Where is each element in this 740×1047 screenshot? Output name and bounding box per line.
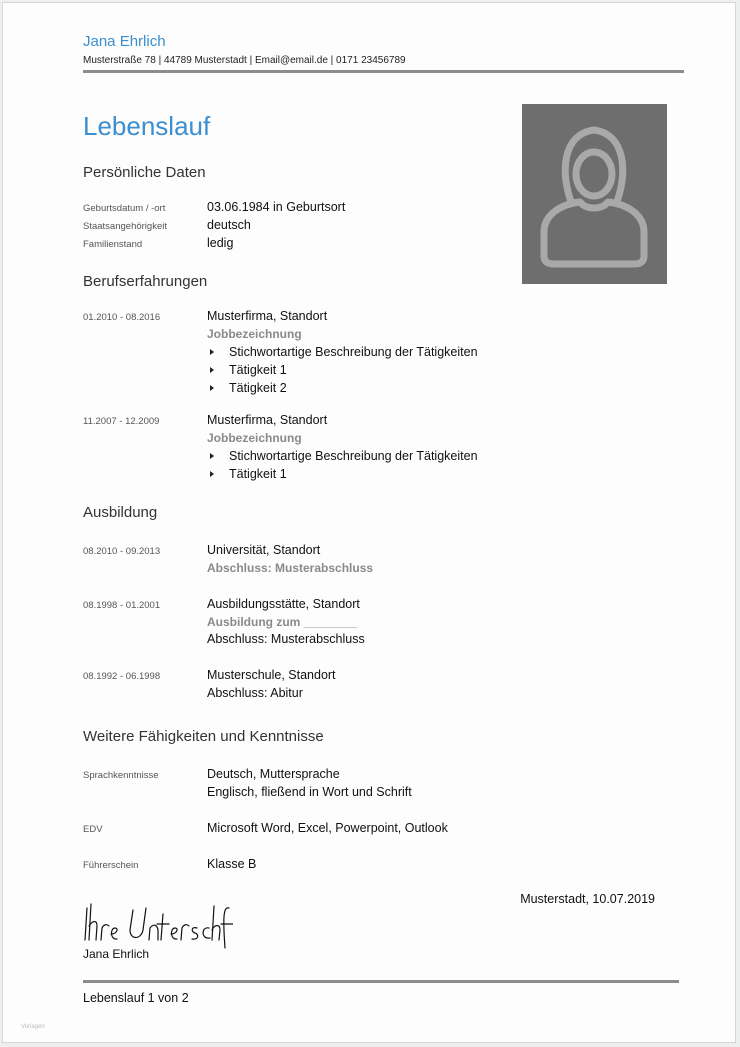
education-dates: 08.1992 - 06.1998 xyxy=(83,671,161,682)
experience-bullet: Stichwortartige Beschreibung der Tätigkeiten xyxy=(207,449,478,463)
label-birth: Geburtsdatum / -ort xyxy=(83,203,166,214)
label-marital-status: Familienstand xyxy=(83,239,143,250)
bullet-arrow-icon xyxy=(210,453,214,459)
education-institution: Musterschule, Standort xyxy=(207,668,336,682)
value-birth: 03.06.1984 in Geburtsort xyxy=(207,200,346,214)
experience-dates: 11.2007 - 12.2009 xyxy=(83,416,160,427)
experience-position: Jobbezeichnung xyxy=(207,327,302,341)
experience-company: Musterfirma, Standort xyxy=(207,413,328,427)
watermark: Vorlagen xyxy=(21,1024,45,1030)
label-languages: Sprachkenntnisse xyxy=(83,770,159,781)
education-dates: 08.2010 - 09.2013 xyxy=(83,546,161,557)
education-institution: Ausbildungsstätte, Standort xyxy=(207,597,360,611)
experience-bullet: Tätigkeit 1 xyxy=(207,467,287,481)
experience-dates: 01.2010 - 08.2016 xyxy=(83,312,161,323)
value-language: Deutsch, Muttersprache xyxy=(207,767,340,781)
experience-bullet: Stichwortartige Beschreibung der Tätigkeiten xyxy=(207,345,478,359)
page-title: Lebenslauf xyxy=(83,111,211,141)
header-contact: Musterstraße 78 | 44789 Musterstadt | Email@email.de | 0171 23456789 xyxy=(83,55,406,66)
education-institution: Universität, Standort xyxy=(207,543,321,557)
section-heading-experience: Berufserfahrungen xyxy=(83,273,208,290)
education-degree: Abschluss: Musterabschluss xyxy=(207,632,365,646)
section-heading-skills: Weitere Fähigkeiten und Kenntnisse xyxy=(83,728,324,745)
place-date: Musterstadt, 10.07.2019 xyxy=(520,892,655,906)
cv-page xyxy=(2,2,736,1043)
signature xyxy=(83,900,233,950)
education-degree: Abschluss: Abitur xyxy=(207,686,303,700)
bullet-arrow-icon xyxy=(210,367,214,373)
person-silhouette-icon xyxy=(522,104,667,284)
section-heading-personal: Persönliche Daten xyxy=(83,164,206,181)
section-heading-education: Ausbildung xyxy=(83,504,158,521)
label-nationality: Staatsangehörigkeit xyxy=(83,221,167,232)
experience-company: Musterfirma, Standort xyxy=(207,309,328,323)
value-nationality: deutsch xyxy=(207,218,251,232)
education-degree: Abschluss: Musterabschluss xyxy=(207,561,374,575)
education-training: Ausbildung zum ________ xyxy=(207,615,358,629)
header-divider xyxy=(83,70,684,73)
label-license: Führerschein xyxy=(83,860,139,871)
label-it: EDV xyxy=(83,824,103,835)
value-marital-status: ledig xyxy=(207,236,234,250)
education-dates: 08.1998 - 01.2001 xyxy=(83,600,161,611)
value-license: Klasse B xyxy=(207,857,257,871)
header-name: Jana Ehrlich xyxy=(83,33,166,50)
bullet-arrow-icon xyxy=(210,471,214,477)
value-it: Microsoft Word, Excel, Powerpoint, Outlook xyxy=(207,821,448,835)
page-number: Lebenslauf 1 von 2 xyxy=(83,991,189,1005)
signer-name: Jana Ehrlich xyxy=(83,947,150,961)
experience-position: Jobbezeichnung xyxy=(207,431,302,445)
handwritten-signature-graphic xyxy=(83,900,233,950)
value-language: Englisch, fließend in Wort und Schrift xyxy=(207,785,412,799)
bullet-arrow-icon xyxy=(210,385,214,391)
profile-photo xyxy=(522,104,667,284)
footer-divider xyxy=(83,980,679,983)
experience-bullet: Tätigkeit 2 xyxy=(207,381,287,395)
experience-bullet: Tätigkeit 1 xyxy=(207,363,287,377)
bullet-arrow-icon xyxy=(210,349,214,355)
